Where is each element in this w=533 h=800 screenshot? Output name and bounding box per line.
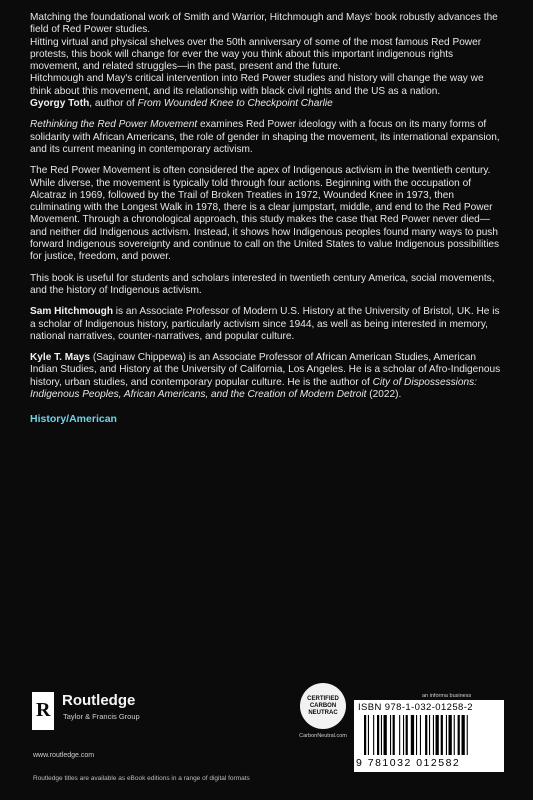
subject-category: History/American bbox=[30, 413, 117, 426]
author2-book: City of Dispossessions: Indigenous Peoples, African Americans, and the Creation of Modern Detroit bbox=[30, 376, 477, 401]
barcode-number: 9 781032 012582 bbox=[356, 757, 461, 769]
carbon-neutral-seal-icon bbox=[300, 683, 346, 729]
reviewer-name: Gyorgy Toth bbox=[30, 98, 90, 110]
publisher-group: Taylor & Francis Group bbox=[63, 712, 140, 721]
seal-text: CERTIFIED CARBON NEUTRAC bbox=[307, 695, 339, 716]
author2-name: Kyle T. Mays bbox=[30, 352, 91, 364]
audience-text: This book is useful for students and scholars interested in twentieth century America, social movements, and the history of Indigenous activism. bbox=[30, 272, 495, 296]
reviewer-book: From Wounded Knee to Checkpoint Charlie bbox=[137, 98, 333, 110]
review-1: Matching the foundational work of Smith and Warrior, Hitchmough and Mays' book robustly advances the field of Red Power studies. bbox=[30, 12, 498, 36]
author-bio-1 bbox=[30, 306, 505, 343]
publisher-logo bbox=[32, 690, 222, 738]
publisher-url: www.routledge.com bbox=[33, 752, 95, 759]
reviewer-credit bbox=[30, 98, 505, 110]
book-intro bbox=[30, 119, 505, 156]
ebook-note: Routledge titles are available as eBook editions in a range of digital formats bbox=[33, 775, 250, 782]
author2-bio: (Saginaw Chippewa) is an Associate Professor of African American Studies, American Indian Studies, and History at the University of California, Los Angeles. He is a scholar of Afro-Indigenous history, urban studies, and contemporary popular culture. He is the author of bbox=[30, 352, 501, 388]
author1-bio: is an Associate Professor of Modern U.S. History at the University of Bristol, UK. He is a scholar of Indigenous history, particularly activism since 1944, as well as being interested in memory, national narratives, counter-narratives, and popular culture. bbox=[30, 306, 500, 342]
seal-url: CarbonNeutral.com bbox=[299, 733, 347, 739]
publisher-name: Routledge bbox=[62, 692, 136, 709]
back-cover-text bbox=[30, 12, 505, 426]
informa-label: an informa business bbox=[422, 693, 472, 699]
intro-text: examines Red Power ideology with a focus on its many forms of solidarity with African Americans, the role of gender in shaping the movement, its international expansion, and its current meaning in contemporary activism. bbox=[30, 119, 500, 155]
barcode-panel bbox=[354, 700, 504, 772]
author1-name: Sam Hitchmough bbox=[30, 306, 113, 318]
isbn-text: ISBN 978-1-032-01258-2 bbox=[358, 702, 473, 713]
barcode-icon bbox=[364, 715, 494, 755]
author-bio-2 bbox=[30, 352, 505, 401]
routledge-r-icon: R bbox=[32, 692, 54, 730]
reviewer-prefix: , author of bbox=[89, 98, 138, 110]
author2-year: (2022). bbox=[366, 389, 402, 401]
book-description: The Red Power Movement is often considered the apex of Indigenous activism in the twentieth century. While diverse, the movement is typically told through four actions. Beginning with the occupation of Alcatraz in 1969, followed by the Trail of Broken Treaties in 1972, Wounded Knee in 1973, then culminating with the Longest Walk in 1978, there is a clear jumpstart, middle, and end to the Red Power Movement. Through a chronological approach, this study makes the case that Red Power never died—and neither did Indigenous activism. Instead, it shows how Indigenous peoples found many ways to push forward Indigenous sovereignty and continue to call on the United States to value Indigenous possibilities for justice, freedom, and power. bbox=[30, 165, 500, 263]
book-title: Rethinking the Red Power Movement bbox=[30, 119, 198, 131]
review-2: Hitting virtual and physical shelves over the 50th anniversary of some of the most famous Red Power protests, this book will change for ever the way you think about this important indigenous rights movement, and related struggles—in the past, present and the future. bbox=[30, 36, 482, 73]
review-3: Hitchmough and May's critical intervention into Red Power studies and history will change the way we think about this movement, and its relationship with black civil rights and the US as a nation. bbox=[30, 73, 484, 97]
